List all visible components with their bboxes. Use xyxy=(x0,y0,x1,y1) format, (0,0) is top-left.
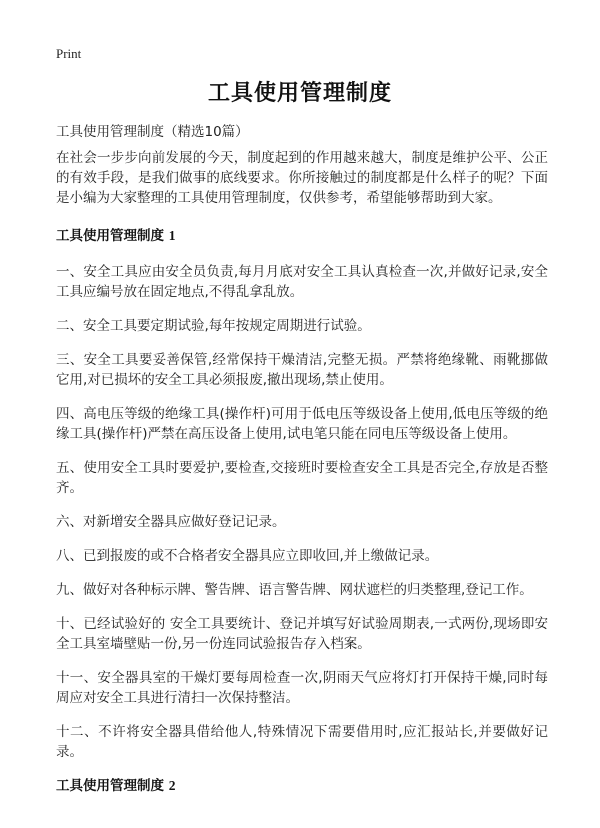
section-heading-2 xyxy=(56,776,548,796)
section-number: 1 xyxy=(168,228,176,243)
rule-paragraph: 六、对新增安全器具应做好登记记录。 xyxy=(56,514,286,530)
document-subtitle: 工具使用管理制度（精选10篇） xyxy=(56,124,249,140)
rule-paragraph: 二、安全工具要定期试验,每年按规定周期进行试验。 xyxy=(56,318,371,334)
rule-paragraph: 九、做好对各种标示牌、警告牌、语言警告牌、网状遮栏的归类整理,登记工作。 xyxy=(56,582,533,598)
rule-paragraph: 一、安全工具应由安全员负责,每月月底对安全工具认真检查一次,并做好记录,安全工具应编号放在固定地点,不得乱拿乱放。 xyxy=(56,264,548,300)
rule-paragraph: 五、使用安全工具时要爱护,要检查,交接班时要检查安全工具是否完全,存放是否整齐。 xyxy=(56,460,548,496)
rule-paragraph: 三、安全工具要妥善保管,经常保持干燥清洁,完整无损。严禁将绝缘靴、雨靴挪做它用,对已损坏的安全工具必须报废,撤出现场,禁止使用。 xyxy=(56,352,548,388)
intro-paragraph: 在社会一步步向前发展的今天，制度起到的作用越来越大，制度是维护公平、公正的有效手段，是我们做事的底线要求。你所接触过的制度都是什么样子的呢？下面是小编为大家整理的工具使用管理制度，仅供参考，希望能够帮助到大家。 xyxy=(56,150,548,206)
section-heading-1 xyxy=(56,226,548,246)
rule-paragraph: 十二、不许将安全器具借给他人,特殊情况下需要借用时,应汇报站长,并要做好记录。 xyxy=(56,724,548,760)
document-body xyxy=(56,148,548,812)
print-link[interactable]: Print xyxy=(56,46,82,61)
section-heading-text: 工具使用管理制度 xyxy=(56,228,164,244)
rule-paragraph: 十、已经试验好的 安全工具要统计、登记并填写好试验周期表,一式两份,现场即安全工具室墙壁贴一份,另一份连同试验报告存入档案。 xyxy=(56,616,548,652)
page-title: 工具使用管理制度 xyxy=(207,81,392,106)
rule-paragraph: 十一、安全器具室的干燥灯要每周检查一次,阴雨天气应将灯打开保持干燥,同时每周应对安全工具进行清扫一次保持整洁。 xyxy=(56,670,548,706)
section-heading-text: 工具使用管理制度 xyxy=(56,778,164,794)
rule-paragraph: 四、高电压等级的绝缘工具(操作杆)可用于低电压等级设备上使用,低电压等级的绝缘工具(操作杆)严禁在高压设备上使用,试电笔只能在同电压等级设备上使用。 xyxy=(56,406,548,442)
rule-paragraph: 八、已到报废的或不合格者安全器具应立即收回,并上缴做记录。 xyxy=(56,548,439,564)
section-number: 2 xyxy=(168,778,176,793)
